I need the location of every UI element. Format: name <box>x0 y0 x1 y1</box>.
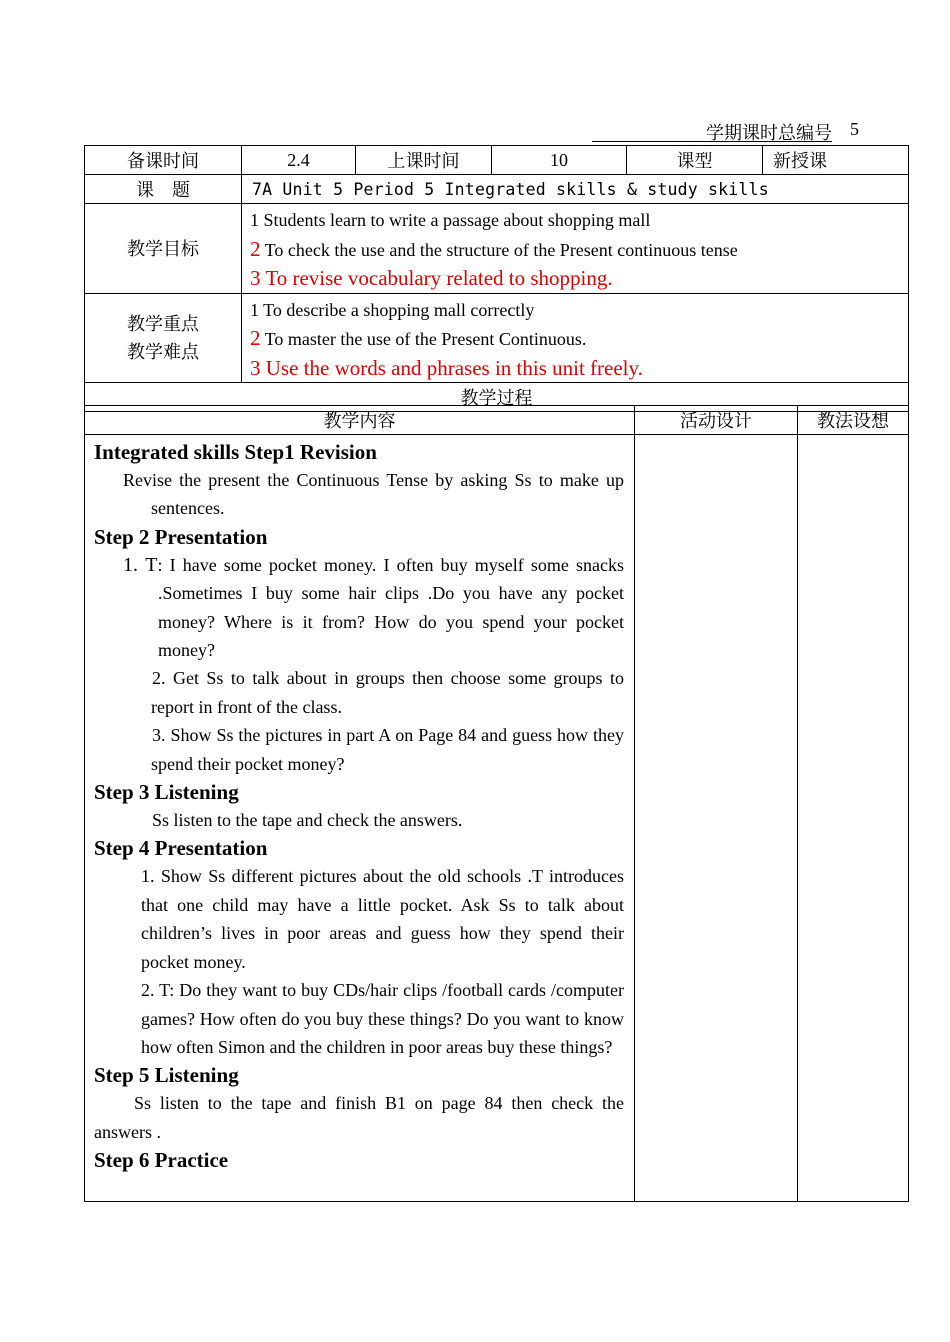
prep-time-value: 2.4 <box>242 146 356 175</box>
goal-item-3: 3 To revise vocabulary related to shopping. <box>250 266 613 290</box>
goals-content <box>242 204 909 294</box>
topic-row <box>85 175 909 204</box>
activity-design-cell <box>635 435 798 1202</box>
step2-item-1-prefix: 1. T <box>123 553 158 576</box>
key-point-item-1: 1 To describe a shopping mall correctly <box>250 299 535 320</box>
key-point-item-2-text: To master the use of the Present Continuous. <box>260 329 587 349</box>
goal-item-2-number: 2 <box>250 236 261 261</box>
goals-label: 教学目标 <box>85 204 242 294</box>
lesson-info-table <box>84 145 909 412</box>
class-time-value: 10 <box>492 146 627 175</box>
goal-item-2 <box>250 235 900 265</box>
process-body-row <box>85 435 909 1202</box>
step1-text: Revise the present the Continuous Tense by asking Ss to make up sentences. <box>123 470 624 519</box>
step2-item-3: 3. Show Ss the pictures in part A on Page 84 and guess how they spend their pocket money? <box>151 725 624 774</box>
col-method-header: 教法设想 <box>798 406 909 435</box>
col-content-header: 教学内容 <box>85 406 635 435</box>
step2-item-2: 2. Get Ss to talk about in groups then choose some groups to report in front of the class. <box>151 668 624 717</box>
key-points-label-2: 教学难点 <box>127 341 199 362</box>
serial-label: 学期课时总编号 <box>592 119 832 142</box>
step4-item-1: 1. Show Ss different pictures about the old schools .T introduces that one child may have a little pocket. Ask Ss to talk about children’s lives in poor areas and guess how they spend their pocket money. <box>141 866 624 972</box>
goal-item-2-text: To check the use and the structure of the Present continuous tense <box>260 239 738 260</box>
step5-title: Step 5 Listening <box>94 1063 239 1088</box>
key-points-row <box>85 293 909 383</box>
key-points-label <box>85 293 242 383</box>
lesson-type-value: 新授课 <box>763 146 909 175</box>
step3-text: Ss listen to the tape and check the answers. <box>152 810 463 831</box>
step4-title: Step 4 Presentation <box>94 836 268 861</box>
serial-value: 5 <box>850 119 859 139</box>
step5-text: Ss listen to the tape and finish B1 on page 84 then check the answers . <box>94 1093 624 1142</box>
process-title: 教学过程 <box>85 383 909 412</box>
key-point-item-3: 3 Use the words and phrases in this unit freely. <box>250 355 643 380</box>
topic-value: 7A Unit 5 Period 5 Integrated skills & study skills <box>242 175 909 204</box>
class-time-label: 上课时间 <box>356 146 492 175</box>
topic-label: 课 题 <box>85 175 242 204</box>
info-row <box>85 146 909 175</box>
key-point-item-2 <box>250 324 900 354</box>
step4-item-2: 2. T: Do they want to buy CDs/hair clips /football cards /computer games? How often do you buy these things? Do you want to know how often Simon and the children in poor areas buy these things? <box>141 980 624 1057</box>
col-activity-header: 活动设计 <box>635 406 798 435</box>
key-points-label-1: 教学重点 <box>127 313 199 334</box>
key-points-content <box>242 293 909 383</box>
goal-item-1: 1 Students learn to write a passage about shopping mall <box>250 210 651 230</box>
method-design-cell <box>798 435 909 1202</box>
process-header-row <box>85 406 909 435</box>
teaching-content <box>85 435 635 1202</box>
step2-title: Step 2 Presentation <box>94 524 268 549</box>
step2-item-1 <box>94 551 624 665</box>
goals-row <box>85 204 909 294</box>
prep-time-label: 备课时间 <box>85 146 242 175</box>
step3-title: Step 3 Listening <box>94 780 239 805</box>
key-point-item-2-number: 2 <box>250 326 261 350</box>
step1-title: Integrated skills Step1 Revision <box>94 440 377 464</box>
step2-item-1-text: : I have some pocket money. I often buy myself some snacks .Sometimes I buy some hair clips .Do you have any pocket money? Where is it from? How do you spend your pocket money? <box>157 554 624 661</box>
serial-number-row <box>592 119 860 143</box>
process-table <box>84 405 909 1202</box>
step6-title: Step 6 Practice <box>94 1148 229 1173</box>
lesson-type-label: 课型 <box>627 146 763 175</box>
